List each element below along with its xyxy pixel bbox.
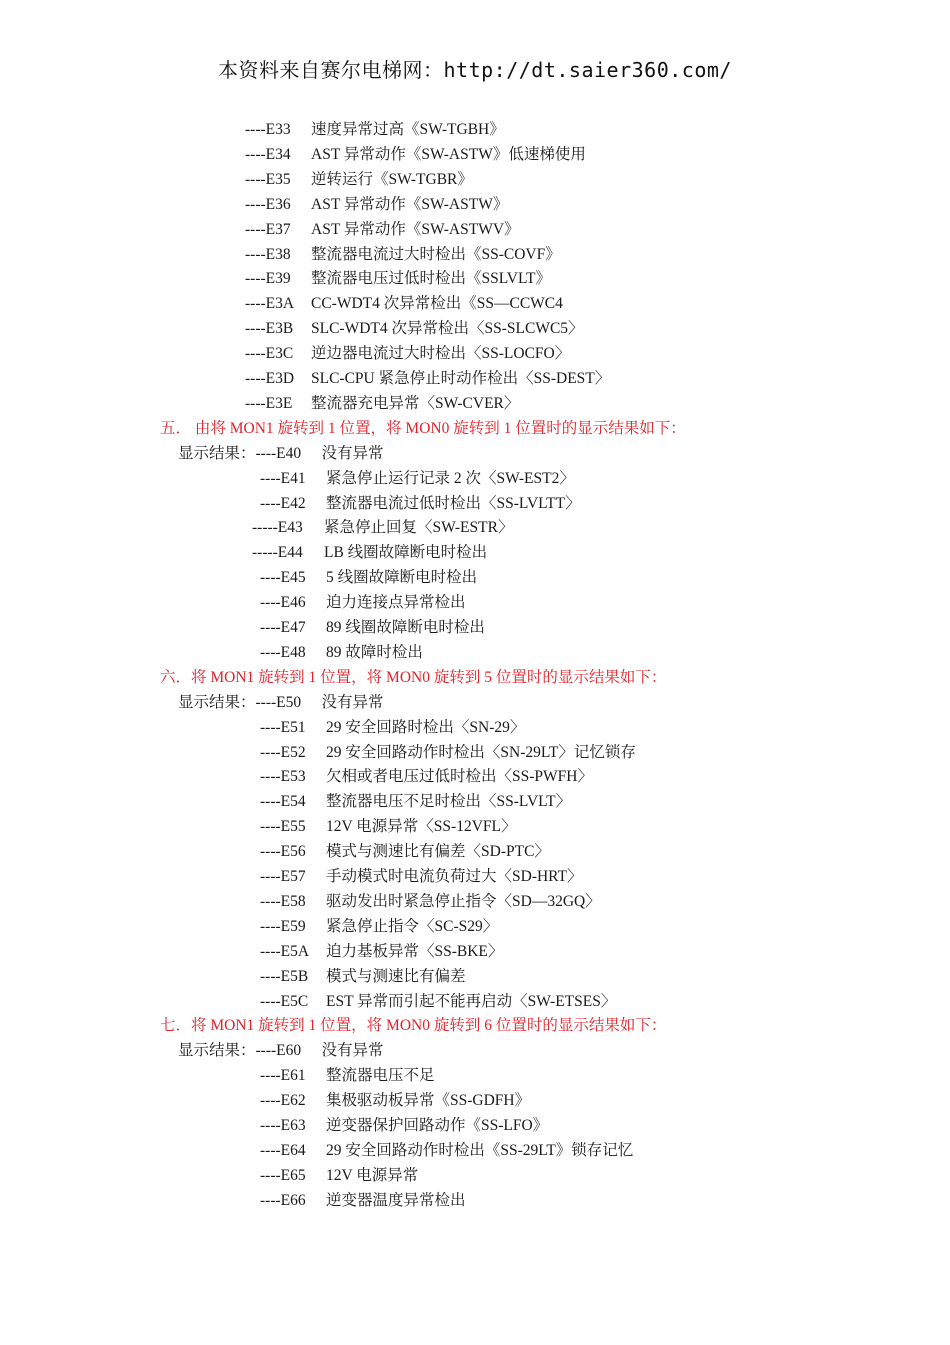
error-code: -----E43 — [252, 519, 303, 537]
error-code: ----E65 — [260, 1166, 306, 1184]
error-code-entry — [260, 839, 550, 864]
error-description: 逆转运行《SW-TGBR》 — [311, 170, 473, 188]
error-code: ----E33 — [245, 121, 291, 138]
error-description: 29 安全回路动作时检出《SS-29LT》锁存记忆 — [326, 1141, 634, 1159]
error-code: ----E3C — [245, 345, 294, 363]
error-code: ----E58 — [260, 892, 306, 910]
error-description: 89 线圈故障断电时检出 — [326, 619, 485, 636]
source-header: 本资料来自赛尔电梯网：http://dt.saier360.com/ — [218, 58, 732, 82]
error-code: ----E56 — [260, 843, 306, 861]
error-description: 集极驱动板异常《SS-GDFH》 — [326, 1092, 531, 1110]
error-code-entry — [260, 740, 636, 765]
error-description: SLC-CPU 紧急停止时动作检出〈SS-DEST〉 — [311, 370, 611, 387]
error-code: ----E34 — [245, 145, 291, 163]
error-code: ----E36 — [245, 195, 291, 213]
error-code-entry — [245, 117, 505, 142]
error-code-entry — [260, 889, 601, 914]
error-description: 5 线圈故障断电时检出 — [326, 569, 478, 587]
error-code: ----E63 — [260, 1117, 306, 1134]
error-code-entry — [260, 640, 423, 665]
error-code-entry — [260, 1163, 418, 1188]
error-code-entry — [252, 540, 487, 565]
error-code: ----E42 — [260, 494, 306, 512]
error-code-entry — [260, 565, 477, 590]
error-code-entry — [245, 266, 551, 291]
error-description: 整流器电压不足 — [326, 1067, 435, 1085]
error-description: AST 异常动作《SW-ASTWV》 — [311, 220, 520, 238]
error-code: ----E37 — [245, 220, 291, 238]
error-code: ----E66 — [260, 1191, 306, 1209]
error-code-entry — [260, 789, 571, 814]
error-description: 没有异常 — [321, 1042, 384, 1060]
error-description: 欠相或者电压过低时检出〈SS-PWFH〉 — [326, 768, 593, 786]
error-code-entry — [260, 615, 485, 640]
error-description: 速度异常过高《SW-TGBH》 — [311, 121, 505, 138]
error-code: ----E59 — [260, 917, 306, 935]
error-code-entry — [260, 764, 593, 789]
error-code-entry — [252, 515, 513, 540]
error-code-entry — [178, 441, 384, 466]
section-heading: 六．将 MON1 旋转到 1 位置，将 MON0 旋转到 5 位置时的显示结果如下： — [160, 668, 667, 686]
error-description: 紧急停止指令〈SC-S29〉 — [326, 917, 499, 935]
error-code-entry — [260, 914, 498, 939]
error-code-entry — [245, 217, 520, 242]
error-description: 模式与测速比有偏差〈SD-PTC〉 — [326, 843, 550, 861]
error-description: 整流器充电异常〈SW-CVER〉 — [311, 394, 520, 412]
error-code: ----E62 — [260, 1092, 306, 1110]
error-code-entry — [260, 1063, 435, 1088]
error-code: ----E5A — [260, 942, 310, 960]
error-description: CC-WDT4 次异常检出《SS—CCWC4 — [311, 295, 563, 313]
error-code: ----E48 — [260, 643, 306, 661]
error-code-entry — [260, 1188, 466, 1213]
error-code-entry — [260, 864, 583, 889]
error-description: 迫力基板异常〈SS-BKE〉 — [326, 942, 504, 960]
error-description: 逆变器温度异常检出 — [326, 1191, 466, 1209]
error-code-entry — [245, 242, 561, 267]
error-code: ----E38 — [245, 245, 291, 263]
error-code: ----E52 — [260, 743, 306, 761]
error-code: ----E55 — [260, 818, 306, 836]
section-heading: 五． 由将 MON1 旋转到 1 位置，将 MON0 旋转到 1 位置时的显示结果如下： — [160, 419, 686, 437]
error-description: AST 异常动作《SW-ASTW》 — [311, 195, 509, 213]
error-code: ----E3B — [245, 320, 294, 338]
error-code: ----E3E — [245, 394, 293, 412]
error-description: 29 安全回路动作时检出〈SN-29LT〉记忆锁存 — [326, 743, 636, 761]
error-code: ----E40 — [255, 444, 302, 462]
error-code: ----E61 — [260, 1067, 306, 1085]
error-description: 整流器电流过低时检出〈SS-LVLTT〉 — [326, 494, 581, 512]
error-code: ----E64 — [260, 1141, 306, 1159]
result-label: 显示结果： — [178, 693, 256, 711]
error-description: AST 异常动作《SW-ASTW》低速梯使用 — [311, 145, 586, 163]
error-description: 逆变器保护回路动作《SS-LFO》 — [326, 1117, 549, 1134]
error-code-entry — [260, 939, 503, 964]
error-code-entry — [245, 391, 519, 416]
error-code: ----E47 — [260, 619, 306, 636]
error-description: 没有异常 — [321, 693, 384, 711]
error-code: ----E46 — [260, 594, 306, 612]
error-code: ----E41 — [260, 469, 306, 487]
error-code-entry — [260, 964, 466, 989]
error-code-entry — [245, 142, 586, 167]
error-description: 整流器电压不足时检出〈SS-LVLT〉 — [326, 793, 572, 811]
error-description: 整流器电流过大时检出《SS-COVF》 — [311, 245, 561, 263]
error-code: ----E60 — [255, 1042, 302, 1060]
error-code: ----E50 — [255, 693, 302, 711]
error-description: 29 安全回路时检出〈SN-29〉 — [326, 718, 526, 736]
error-description: 89 故障时检出 — [326, 643, 423, 661]
result-label: 显示结果： — [178, 1042, 256, 1060]
error-code-entry — [260, 814, 516, 839]
error-code-entry — [260, 1088, 530, 1113]
error-description: 整流器电压过低时检出《SSLVLT》 — [311, 270, 551, 288]
error-description: 没有异常 — [321, 444, 384, 462]
error-code: ----E54 — [260, 793, 306, 811]
error-code-entry — [245, 316, 584, 341]
error-code-entry — [260, 1138, 633, 1163]
error-code: ----E57 — [260, 868, 306, 885]
error-description: 紧急停止回复〈SW-ESTR〉 — [324, 519, 514, 537]
error-code-entry — [245, 291, 563, 316]
result-label: 显示结果： — [178, 444, 256, 462]
error-description: 12V 电源异常〈SS-12VFL〉 — [326, 818, 517, 836]
error-code: ----E5B — [260, 967, 309, 985]
error-description: 手动模式时电流负荷过大〈SD-HRT〉 — [326, 868, 583, 885]
error-code-entry — [245, 366, 610, 391]
error-code-entry — [245, 167, 473, 192]
error-code: ----E53 — [260, 768, 306, 786]
error-code-entry — [178, 690, 384, 715]
section-heading: 七．将 MON1 旋转到 1 位置，将 MON0 旋转到 6 位置时的显示结果如下： — [160, 1017, 667, 1035]
error-description: EST 异常而引起不能再启动〈SW-ETSES〉 — [326, 992, 617, 1010]
error-description: 驱动发出时紧急停止指令〈SD—32GQ〉 — [326, 892, 601, 910]
error-description: 模式与测速比有偏差 — [326, 967, 466, 985]
error-code-entry — [245, 341, 570, 366]
error-code-entry — [245, 192, 508, 217]
error-code: ----E3D — [245, 370, 295, 387]
error-code-entry — [260, 715, 525, 740]
error-code-entry — [260, 590, 466, 615]
error-code-entry — [260, 466, 575, 491]
error-code: ----E5C — [260, 992, 309, 1010]
error-code: ----E35 — [245, 170, 291, 188]
error-code-entry — [260, 1113, 548, 1138]
error-code-entry — [260, 989, 616, 1014]
error-code-entry — [260, 491, 581, 516]
error-description: 逆边器电流过大时检出〈SS-LOCFO〉 — [311, 345, 571, 363]
error-description: 紧急停止运行记录 2 次〈SW-EST2〉 — [326, 469, 575, 487]
error-description: 12V 电源异常 — [326, 1166, 419, 1184]
error-code: ----E51 — [260, 718, 306, 736]
error-code-entry — [178, 1038, 384, 1063]
error-code: ----E3A — [245, 295, 295, 313]
error-code: ----E45 — [260, 569, 306, 587]
error-code: ----E39 — [245, 270, 291, 288]
error-description: LB 线圈故障断电时检出 — [324, 544, 488, 562]
error-description: SLC-WDT4 次异常检出〈SS-SLCWC5〉 — [311, 320, 584, 338]
error-description: 迫力连接点异常检出 — [326, 594, 466, 612]
error-code: -----E44 — [252, 544, 303, 562]
